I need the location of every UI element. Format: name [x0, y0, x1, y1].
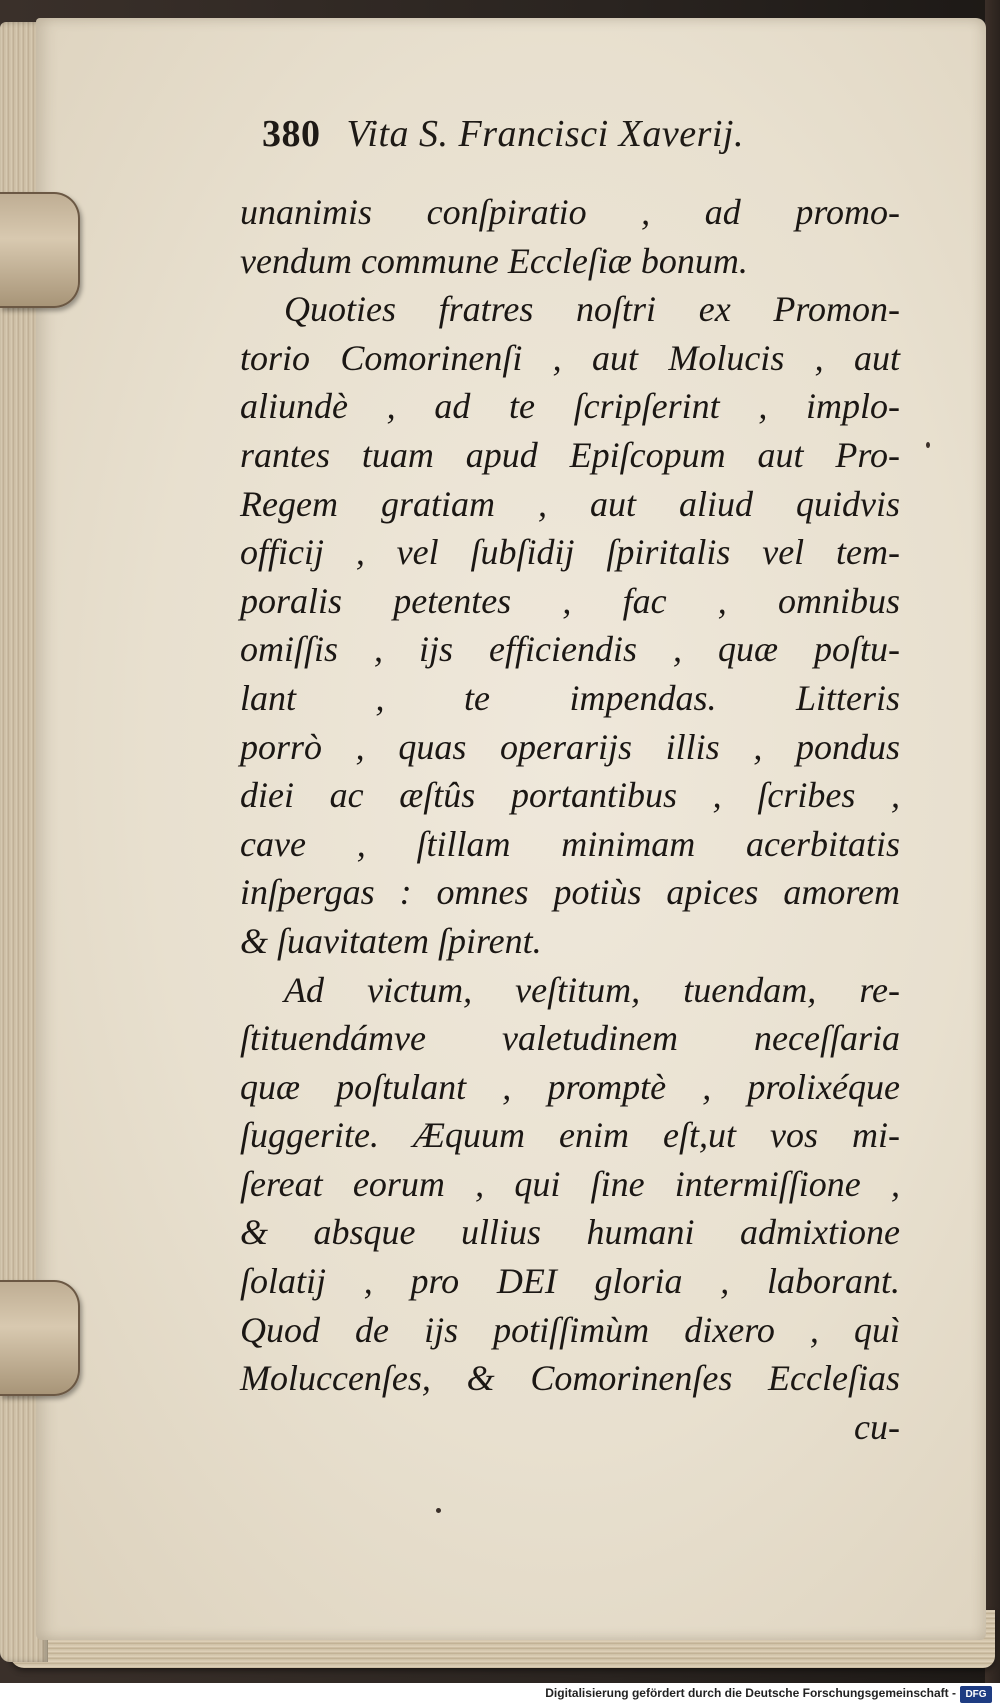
text-line: torio Comorinenſi , aut Molucis , aut: [240, 337, 900, 378]
text-line: ſtituendámve valetudinem neceſſaria: [240, 1018, 900, 1059]
text-line: ſuggerite. Æquum enim eſt,ut vos mi-: [240, 1115, 900, 1156]
text-line: cave , ſtillam minimam acerbitatis: [240, 823, 900, 864]
running-head: [262, 112, 862, 168]
text-line: porrò , quas operarijs illis , pondus: [240, 726, 900, 767]
text-line: omiſſis , ijs efficiendis , quæ poſtu-: [240, 629, 900, 670]
text-line: Moluccenſes, & Comorinenſes Eccleſias: [240, 1358, 900, 1399]
text-line: vendum commune Eccleſiæ bonum.: [240, 240, 748, 281]
text-line: Quod de ijs potiſſimùm dixero , quì: [240, 1309, 900, 1350]
text-line: unanimis conſpiratio , ad promo-: [240, 192, 900, 232]
text-line: Regem gratiam , aut aliud quidvis: [240, 483, 900, 524]
text-line: & ſuavitatem ſpirent.: [240, 920, 542, 961]
text-line: ſolatij , pro DEI gloria , laborant.: [240, 1261, 900, 1302]
text-line: officij , vel ſubſidij ſpiritalis vel tem-: [240, 532, 900, 573]
text-line: quæ poſtulant , promptè , prolixéque: [240, 1066, 900, 1107]
text-line: aliundè , ad te ſcripſerint , implo-: [240, 386, 900, 427]
text-line: ſereat eorum , qui ſine intermiſſione ,: [240, 1163, 900, 1204]
running-title: Vita S. Francisci Xaverij.: [346, 113, 744, 155]
digitization-footer: [0, 1683, 1000, 1707]
text-line: inſpergas : omnes potiùs apices amorem: [240, 872, 900, 913]
text-line: & absque ullius humani admixtione: [240, 1212, 900, 1253]
page-body-text: [240, 188, 900, 1451]
ink-speck: [436, 1508, 441, 1513]
text-line: lant , te impendas. Litteris: [240, 677, 900, 718]
text-line: diei ac æſtûs portantibus , ſcribes ,: [240, 775, 900, 816]
text-line: poralis petentes , fac , omnibus: [240, 580, 900, 621]
dfg-logo: DFG: [960, 1686, 992, 1703]
footer-credit: Digitalisierung gefördert durch die Deutsche Forschungsgemeinschaft -: [545, 1686, 956, 1700]
text-line: rantes tuam apud Epiſcopum aut Pro-: [240, 434, 900, 475]
catchword: cu-: [854, 1406, 900, 1447]
text-line: Ad victum, veſtitum, tuendam, re-: [284, 969, 900, 1010]
ink-speck: [926, 442, 930, 448]
book-clasp-bottom: [0, 1280, 80, 1396]
text-line: Quoties fratres noſtri ex Promon-: [284, 289, 900, 330]
scan-right-edge: [985, 0, 1000, 1707]
book-clasp-top: [0, 192, 80, 308]
page-number: 380: [262, 113, 321, 155]
